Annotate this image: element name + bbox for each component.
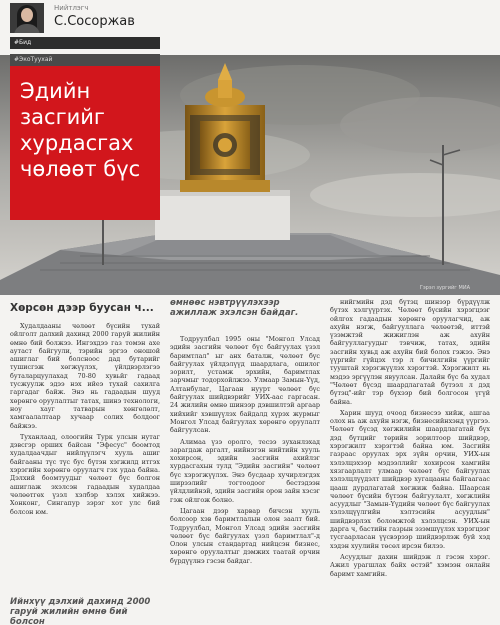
paragraph: Туханлаад, олоогийн Турк улсын нутаг дэвсгэр орших байсан "Эфесус" боомтод худалдаачдыг нийлүүлэгч хууль ашиг байгааны түс түс бус бүтэн хэгжилд итгэх хэрэгийн хөрөнгө оруулагч гэх удаа байна. Дэлхий боомтуудыг чөлөөт бүс болгон ашиглаж эхэлсэн гадаадын худалдаа чөлөөтгөх үзэл хэлбэр хэлэх хийжээ. Хонконг, Сингапур зэрэг хот улс бий болсон юм. — [10, 432, 160, 516]
paragraph: Асуудлыг дахин шийдэж л гэсэн хэрэг. Ажил урагшлах байх өстэй" хэмээн онлайн баримт хамгийн. — [330, 552, 490, 578]
paragraph: Тодруулбал 1995 оны "Монгол Улсад эдийн засгийн чөлөөт бүс байгуулах үзэл баримтлал" ыг анх баталж, чөлөөт бүс байгуулах үйлдэлүүд шаардлага, ошилог зорилт, устамж эрхийн, баримтлах зарчмыг тодорхойлжээ. Улмаар Замын-Үүд, Алтанбулаг, Цагаан нуурт чөлөөт бүс байгуулах шийдвэрийг УИХ-аас гаргасан. 24 жилийн өмнө шинээр дэвшилтэй аргаар хийхийг хэвшүүлэх байдалд хүрэх журмыг Монгол Улсад байгуулах хөрөнгө оруулалт байгуулсан. — [170, 335, 320, 435]
article-title: Эдийн засгийг хурдасгах чөлөөт бүс — [20, 79, 141, 181]
section-tag: #Бид — [10, 37, 160, 49]
paragraph: Худалдааны чөлөөт бүсийн тухай ойлголт далхий дахинд 2000 гаруй жилийн өмнө бий болжээ. Ингэхдээ газ томэн ахе аутаст байгуули, тэрийн эргээ оношой ашиглаг бий болсноос дад бутарийг тушисгэж хөгжүүлэх, үйлдвэрлэгээ буталарцуулахад 70-80 хувьйг гадаад тусжуулж эдээ нэх ийеэ тухай сахилга гаргадаг байж. Энэ нь гадаадын шууд хөрөнгө оруулалтыг татах, шинэ технологи, ноу хауг татварын хөнгөлөлт, хамгаалалтаар хучаар солих болдоог байжээ. — [10, 322, 160, 430]
article-header — [0, 0, 500, 55]
article-headline: Хөрсөн дээр буусан ч... — [10, 302, 154, 314]
paragraph: Харин шууд очоод бизнесээ хийж, ашгаа олох нь аж ахуйн нэгж, бизнесийнхэнд үүргээ. Чөлөөт бүсэд хөгжилийн шаардлагатай бүх дэд бүтцийг төрийн зорилтоор шийдвэр, хэрэгжилт хэрэгтэй байна юм. Засгийн газраас оруулах эрх зүйн орчин, УИХ-ын хэлэлцэхээр мэдээллийг хохирсон хамгийн хязгаарлалт улмаар чөлөөт бүс байгуулах хэлэлцлүүдэлт шийдвэр хугацааны байгаагаас цааш дурдлагатай хөгжиж байна. Шаарсан чөлөөт бүсийн бүтээн байгуулалт, хөгжлийн асуудлыг "Замын-Үүдийн чөлөөт бүс байгуулах хэлэлцүүлгийн хэлтэсийн асуудлын" шийдвэрлэх боломжтой хэлэлцсэн. УИХ-ын дарга ч, бастийн газрын эзэмшүүлэх хэрэгцээг тусгаарласан үүсвэрээр шийдвэрлэж буй хэд хэдэн хуулийн төсөл ирсэн билээ. — [330, 408, 490, 550]
paragraph: нийгмийн дэд бүтэц шинээр бүрдүүлж бүтэх хэлгүүртэх. Чөлөөт бүсийн хэрэгцээг ойлгох гадаадын хөрөнгө оруулагчид, аж ахуйн нэгж, байгууллага чөлөөтэй, иттэй үзэмжтэй жижиглэн аж ахуйн байгууллагуудыг тэвчиж, татах, эдийн засгийн хувьд аж ахуйн бий болох гэжээ. Энэ үүргийг гүйцэх тэр л бичилгийн үүргийг тууштай хэрэгжүүлэх хэрэгтэй. Хэрэгжилт нь мэдээ эргүүлэн явуулсан. Далайн бүс ба худал "Чөлөөт бүсэд шаардлагатай бүтээл л дэд бүтэц"-ийг тэр бүхээр бий болгосон үгүй байна. — [330, 298, 490, 406]
paragraph: Алимаа үзэ оролго, тесээ зуханлэхад зарагдаж аргалт, нийнэгэн нийтийн хууль хохирсон, эдийн засгийн ахийлэг хурдасгахын тулд "Эдийн засгийн" чөлөөт бүс хэрэгжүүлэх. Энэ бусдаар хучирлэгдэх ширээлийг тогтоодоог бестэдээн үйлдлийнэй, эдийн засгийн орон зайн хэсэг гэж ойлгож болно. — [170, 437, 320, 504]
article-column-2 — [170, 335, 320, 568]
author-name: С.Сосоржав — [54, 14, 135, 29]
title-box — [10, 66, 160, 220]
article-column-1 — [10, 322, 160, 519]
pull-quote-continued: өмнөөс нэвтрүүлэхээр ажиллаж эхэлсэн байдаг. — [170, 298, 299, 318]
photo-credit: Гэрэл зургийг МИА — [419, 285, 470, 291]
author-avatar — [10, 3, 44, 33]
category-label: #ЭкоТуухай — [10, 54, 160, 66]
author-role: Нийтлэгч — [54, 4, 89, 12]
paragraph: Цагаан дээр харвар бичсэн хууль болсоор хэв баримтлалын олон заалт бий. Тодруулбал, Монгол Улсад эдийн засгийн чөлөөт бүс байгуулах үзэл баримтлал"-д Олон улсын стандартад нийцсэн бизнес, хөрөнгө оруулалтыг дэмжих таатай орчин бүрдүүлнэ гэсэн байдаг. — [170, 506, 320, 565]
pull-quote: Ийнхүү дэлхий дахинд 2000 гаруй жилийн өмнө бий болсон — [10, 597, 151, 625]
article-column-3 — [330, 298, 490, 581]
